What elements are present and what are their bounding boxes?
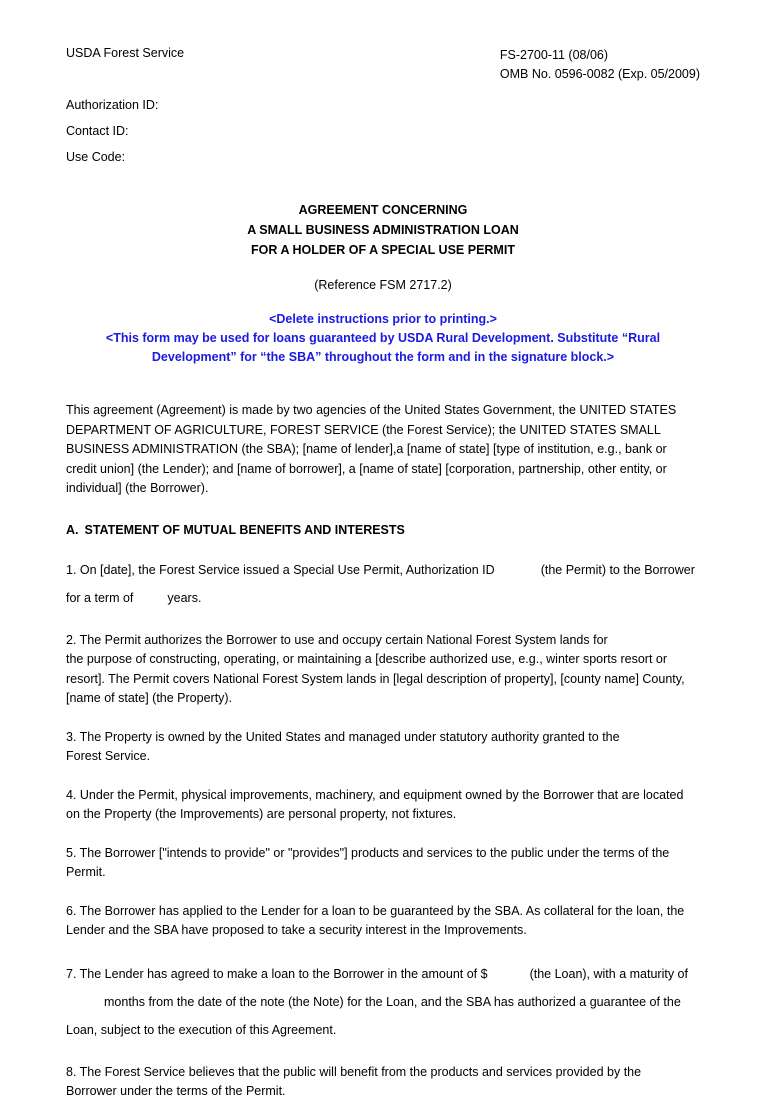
paragraph-1 xyxy=(66,556,700,612)
intro-line-1: This agreement (Agreement) is made by two agencies of the United States Government, the UNITED STATES xyxy=(66,403,677,417)
paragraph-4-line-2: on the Property (the Improvements) are personal property, not fixtures. xyxy=(66,807,457,821)
paragraph-6-line-1: 6. The Borrower has applied to the Lender for a loan to be guaranteed by the SBA. As collateral for the loan, the xyxy=(66,903,685,918)
paragraph-7-line-1a: 7. The Lender has agreed to make a loan to the Borrower in the amount of $ xyxy=(66,966,488,981)
form-meta xyxy=(500,46,700,84)
paragraph-2-line-4: [name of state] (the Property). xyxy=(66,691,233,705)
paragraph-7 xyxy=(66,960,700,1044)
intro-paragraph xyxy=(66,401,700,499)
paragraph-1-line-1b: (the Permit) to the Borrower xyxy=(540,562,695,577)
paragraph-4-line-1: 4. Under the Permit, physical improvements, machinery, and equipment owned by the Borrower that are located xyxy=(66,787,684,802)
document-title xyxy=(66,200,700,260)
intro-line-3: BUSINESS ADMINISTRATION (the SBA); [name of lender],a [name of state] [type of institution, e.g., bank or xyxy=(66,442,667,456)
title-line-1: AGREEMENT CONCERNING xyxy=(298,203,468,217)
paragraph-1-line-2a: for a term of xyxy=(66,590,134,605)
paragraph-3-line-1: 3. The Property is owned by the United States and managed under statutory authority granted to the xyxy=(66,729,620,744)
paragraph-5 xyxy=(66,844,700,883)
title-line-2: A SMALL BUSINESS ADMINISTRATION LOAN xyxy=(247,223,519,237)
agency-name: USDA Forest Service xyxy=(66,46,185,60)
paragraph-2-line-1: 2. The Permit authorizes the Borrower to use and occupy certain National Forest System lands for xyxy=(66,632,608,647)
instruction-note xyxy=(66,310,700,367)
paragraph-7-line-1b: (the Loan), with a maturity of xyxy=(529,966,688,981)
section-a-title: STATEMENT OF MUTUAL BENEFITS AND INTERESTS xyxy=(84,522,405,537)
paragraph-7-line-2: months from the date of the note (the Note) for the Loan, and the SBA has authorized a guarantee of the xyxy=(104,994,681,1009)
paragraph-3 xyxy=(66,728,700,767)
intro-line-2: DEPARTMENT OF AGRICULTURE, FOREST SERVICE (the Forest Service); the UNITED STATES SMALL xyxy=(66,422,661,437)
instruction-line-1: <Delete instructions prior to printing.> xyxy=(269,312,497,326)
paragraph-2-line-2: the purpose of constructing, operating, or maintaining a [describe authorized use, e.g., winter sports resort or xyxy=(66,652,668,666)
reference-line: (Reference FSM 2717.2) xyxy=(314,278,452,292)
paragraph-7-line-3: Loan, subject to the execution of this Agreement. xyxy=(66,1022,337,1037)
paragraph-8-line-2: Borrower under the terms of the Permit. xyxy=(66,1084,286,1098)
section-a-letter: A. xyxy=(66,522,79,537)
paragraph-2-line-3: resort]. The Permit covers National Forest System lands in [legal description of property], [county name] County, xyxy=(66,671,685,686)
id-fields xyxy=(66,92,700,170)
paragraph-3-line-2: Forest Service. xyxy=(66,749,151,763)
section-a-heading xyxy=(66,523,700,537)
paragraph-8 xyxy=(66,1063,700,1102)
intro-line-5: individual] (the Borrower). xyxy=(66,481,209,495)
intro-line-4: credit union] (the Lender); and [name of borrower], a [name of state] [corporation, partnership, other entity, or xyxy=(66,461,667,476)
paragraph-6-line-2: Lender and the SBA have proposed to take a security interest in the Improvements. xyxy=(66,923,527,937)
instruction-line-2: <This form may be used for loans guaranteed by USDA Rural Development. Substitute “Rural xyxy=(105,331,661,345)
paragraph-4 xyxy=(66,786,700,825)
omb-number: OMB No. 0596-0082 (Exp. 05/2009) xyxy=(499,67,700,81)
form-number: FS-2700-11 (08/06) xyxy=(499,48,609,62)
paragraph-5-line-2: Permit. xyxy=(66,865,106,879)
paragraph-5-line-1: 5. The Borrower ["intends to provide" or "provides"] products and services to the public under the terms of the xyxy=(66,845,670,860)
paragraph-8-line-1: 8. The Forest Service believes that the public will benefit from the products and services provided by the xyxy=(66,1064,642,1079)
instruction-line-3: Development” for “the SBA” throughout the form and in the signature block.> xyxy=(151,350,615,364)
paragraph-6 xyxy=(66,902,700,941)
paragraph-1-line-1a: 1. On [date], the Forest Service issued a Special Use Permit, Authorization ID xyxy=(66,562,495,577)
use-code-label: Use Code: xyxy=(66,150,126,164)
authorization-id-label: Authorization ID: xyxy=(66,98,159,112)
paragraph-2 xyxy=(66,631,700,709)
title-line-3: FOR A HOLDER OF A SPECIAL USE PERMIT xyxy=(251,243,515,257)
contact-id-label: Contact ID: xyxy=(66,124,129,138)
document-header xyxy=(66,46,700,80)
paragraph-1-line-2b: years. xyxy=(167,590,202,605)
